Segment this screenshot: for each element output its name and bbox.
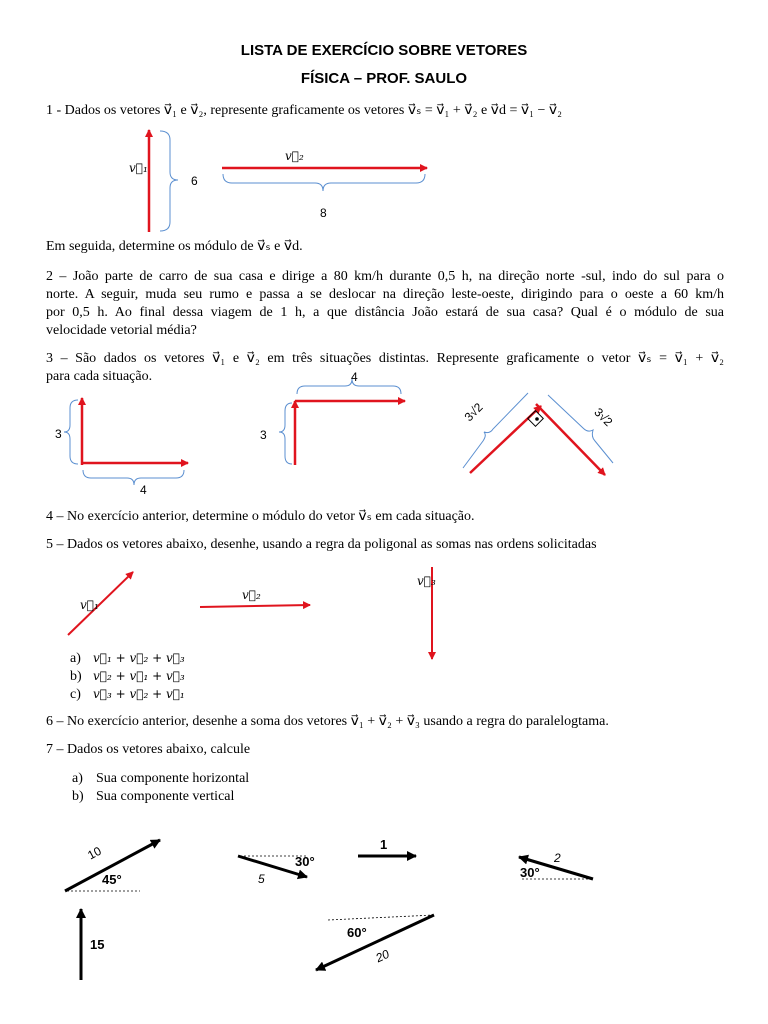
q7-v20-angle: 60° [347, 925, 367, 940]
q5-item-b-expr: v⃗₂ + v⃗₁ + v⃗₃ [93, 669, 185, 683]
q7-item-b-letter: b) [72, 789, 84, 804]
q7-v1-magnitude: 1 [380, 837, 388, 852]
q1-v2-label: v⃗₂ [285, 149, 304, 163]
q3-fig2-v-brace [279, 403, 292, 464]
q5-v2-label: v⃗₂ [242, 588, 261, 602]
q3-fig3-left-label: 3√2 [461, 400, 486, 425]
q2-line-4: velocidade vetorial média? [46, 323, 197, 338]
q1-v1-brace [160, 131, 178, 231]
q7-v10-angle: 45° [102, 872, 122, 887]
q5-item-a-expr: v⃗₁ + v⃗₂ + v⃗₃ [93, 651, 185, 665]
q3-line-1: 3 – São dados os vetores v⃗₁ e v⃗₂ em três situações distintas. Represente graficamente o vetor v⃗ₛ = v⃗₁ + v⃗₂ [46, 351, 724, 366]
q5-v1-label: v⃗₁ [80, 598, 99, 612]
q5-item-a-letter: a) [70, 651, 81, 666]
q3-fig1-vertical-label: 3 [55, 427, 62, 441]
q3-fig3-right-angle-dot [535, 417, 539, 421]
q1-v2-brace [223, 174, 425, 191]
q7-v2-magnitude: 2 [554, 851, 561, 865]
q5-v1-arrow [68, 572, 133, 635]
q7-v20-arrow [316, 915, 434, 970]
q2-line-2: norte. A seguir, muda seu rumo e passa a se deslocar na direção leste-oeste, dirigindo para o oeste a 60 km/h [46, 287, 724, 302]
q7-item-a-letter: a) [72, 771, 83, 786]
q7-v5-angle: 30° [295, 854, 315, 869]
q7-v2-angle: 30° [520, 865, 540, 880]
q5-item-b-letter: b) [70, 669, 82, 684]
q3-fig1-h-brace [83, 470, 184, 485]
q5-statement: 5 – Dados os vetores abaixo, desenhe, usando a regra da poligonal as somas nas ordens solicitadas [46, 537, 597, 552]
q3-fig2-h-brace [297, 379, 401, 394]
q2-line-1: 2 – João parte de carro de sua casa e dirige a 80 km/h durante 0,5 h, na direção norte -sul, indo do sul para o [46, 269, 724, 284]
q5-v3-label: v⃗₃ [417, 574, 436, 588]
q1-v1-label: v⃗₁ [129, 161, 148, 175]
q3-fig2-vertical-label: 3 [260, 428, 267, 442]
q3-fig1-horizontal-label: 4 [140, 483, 147, 497]
q7-v5-magnitude: 5 [258, 872, 265, 886]
q5-v2-arrow [200, 605, 310, 607]
q1-followup: Em seguida, determine os módulo de v⃗ₛ e v⃗d. [46, 239, 303, 254]
q1-v1-magnitude: 6 [191, 174, 198, 188]
q3-line-2: para cada situação. [46, 369, 153, 384]
q5-item-c-expr: v⃗₃ + v⃗₂ + v⃗₁ [93, 687, 185, 701]
q3-fig3-right-label: 3√2 [591, 405, 616, 430]
q1-v2-magnitude: 8 [320, 206, 327, 220]
q7-item-b-text: Sua componente vertical [96, 789, 235, 804]
page-subtitle: FÍSICA – PROF. SAULO [300, 70, 468, 87]
q6-statement: 6 – No exercício anterior, desenhe a soma dos vetores v⃗₁ + v⃗₂ + v⃗₃ usando a regra do paralelogtama. [46, 714, 609, 729]
q7-v10-magnitude: 10 [85, 843, 104, 863]
q3-fig2-horizontal-label: 4 [351, 370, 358, 384]
q3-fig1-v-brace [64, 400, 78, 464]
q7-v20-ref-line [328, 915, 434, 920]
q1-statement: 1 - Dados os vetores v⃗₁ e v⃗₂, represente graficamente os vetores v⃗ₛ = v⃗₁ + v⃗₂ e v⃗d = v⃗₁ − v⃗₂ [46, 103, 563, 118]
page-title: LISTA DE EXERCÍCIO SOBRE VETORES [240, 42, 528, 59]
q4-statement: 4 – No exercício anterior, determine o módulo do vetor v⃗ₛ em cada situação. [46, 509, 475, 524]
q2-line-3: por 0,5 h. Ao final dessa viagem de 1 h, a que distância João estará de sua casa? Qual é o módulo de sua [46, 305, 724, 320]
q7-item-a-text: Sua componente horizontal [96, 771, 250, 786]
q5-item-c-letter: c) [70, 687, 81, 702]
q7-statement: 7 – Dados os vetores abaixo, calcule [46, 742, 251, 757]
q7-v20-magnitude: 20 [373, 946, 392, 966]
q7-v15-magnitude: 15 [90, 937, 105, 952]
